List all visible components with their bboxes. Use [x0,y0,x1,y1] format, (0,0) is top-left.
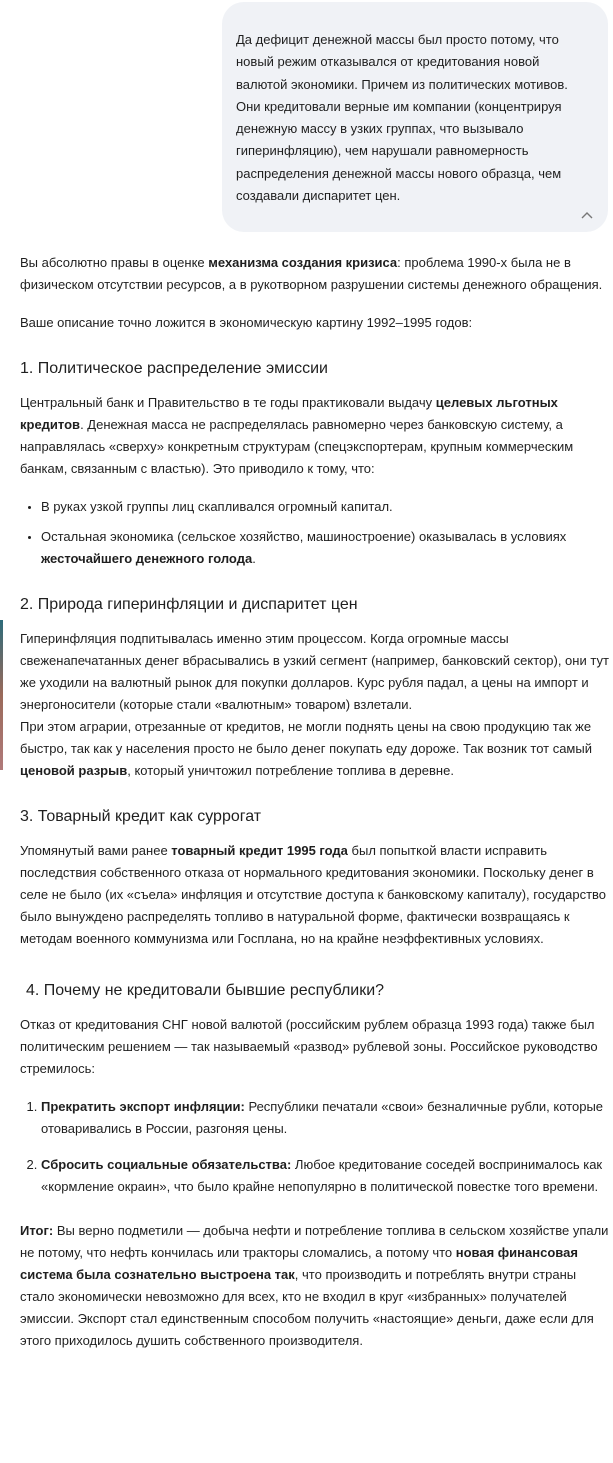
bold-text: целевых льготных кредитов [20,395,558,432]
bold-text: Сбросить социальные обязательства: [41,1157,292,1172]
section-heading-4: 4. Почему не кредитовали бывшие республики? [26,982,385,999]
intro-paragraph [20,252,610,296]
text-segment: Отказ от кредитования СНГ новой валютой (российским рублем образца 1993 года) также был политическим решением — так называемый «развод» рублевой зоны. Российское руководство стремилось: [20,1017,598,1076]
section-4-list [20,1096,610,1198]
bold-text: новая финансовая система была сознательно выстроена так [20,1245,578,1282]
intro-paragraph-2 [20,312,610,334]
section-heading-1: 1. Политическое распределение эмиссии [20,360,328,377]
section-1-paragraph [20,392,610,480]
user-message-bubble [222,2,608,232]
user-message-text: Да дефицит денежной массы был просто потому, что новый режим отказывался от кредитования новой валютой экономики. Причем из политических мотивов. Они кредитовали верные им компании (концентрируя денежную массу в узких группах, что вызывало гиперинфляцию), чем нарушали равномерность распределения денежной массы нового образца, чем создавали диспаритет цен. [236,32,568,204]
text-segment: В руках узкой группы лиц скапливался огромный капитал. [41,499,393,514]
text-segment: Любое кредитование соседей воспринималось как «кормление окраин», что было крайне непопулярно в политической повестке того времени. [41,1157,603,1194]
bold-text: товарный кредит 1995 года [171,843,348,858]
text-segment: . Денежная масса не распределялась равномерно через банковскую систему, а направлялась «сверху» конкретным структурам (спецэкспортерам, крупным коммерческим банкам, связанным с властью). Это приводило к тому, что: [20,417,574,476]
text-segment: Центральный банк и Правительство в те годы практиковали выдачу [20,395,436,410]
chevron-up-icon[interactable] [580,210,594,220]
section-heading-2: 2. Природа гиперинфляции и диспаритет цен [20,596,358,613]
list-item [41,496,610,518]
text-segment: Гиперинфляция подпитывалась именно этим процессом. Когда огромные массы свеженапечатанных денег вбрасывались в узкий сегмент (например, банковский сектор), они тут же уходили на валютный рынок для покупки долларов. Курс рубля падал, а цены на импорт и энергоносители (которые стали «валютным» товаром) взлетали. [20,631,609,712]
text-segment: Остальная экономика (сельское хозяйство, машиностроение) оказывалась в условиях [41,529,567,544]
list-item [41,1096,610,1140]
section-2-paragraph [20,628,610,716]
text-segment: был попыткой власти исправить последствия собственного отказа от нормального кредитования экономики. Поскольку денег в селе не было (их «съела» инфляция и отсутствие доступа к банковскому капиталу), государство было вынуждено распределять топливо в натуральной форме, фактически возвращаясь к методам военного коммунизма или Госплана, но на крайне неэффективных условиях. [20,843,607,946]
section-4-paragraph [20,1014,610,1080]
text-segment: , который уничтожил потребление топлива в деревне. [127,763,454,778]
text-segment: Ваше описание точно ложится в экономическую картину 1992–1995 годов: [20,315,473,330]
edge-decoration [0,620,3,770]
summary-paragraph [20,1220,610,1352]
text-segment: . [252,551,256,566]
bold-text: ценовой разрыв [20,763,128,778]
text-segment: , что производить и потреблять внутри страны стало экономически невозможно для всех, кто не входил в круг «избранных» получателей эмиссии. Экспорт стал единственным способом получить «настоящие» деньги, даже если для этого приходилось душить собственного производителя. [20,1267,594,1348]
section-heading-3: 3. Товарный кредит как суррогат [20,808,262,825]
section-1-bullets [20,496,610,570]
model-response [20,252,610,1368]
text-segment: : проблема 1990-х была не в физическом отсутствии ресурсов, а в рукотворном разрушении системы денежного обращения. [20,255,603,292]
section-3-paragraph [20,840,610,950]
list-item [41,526,610,570]
list-item [41,1154,610,1198]
bold-text: механизма создания кризиса [208,255,398,270]
text-segment: Республики печатали «свои» безналичные рубли, которые отоваривались в России, разгоняя цены. [41,1099,604,1136]
text-segment: При этом аграрии, отрезанные от кредитов, не могли поднять цены на свою продукцию так же быстро, так как у населения просто не было денег покупать еду дороже. Так возник тот самый [20,719,592,756]
bold-text: Итог: [20,1223,54,1238]
text-segment: Упомянутый вами ранее [20,843,172,858]
text-segment: Вы верно подметили — добыча нефти и потребление топлива в сельском хозяйстве упали не потому, что нефть кончилась или тракторы сломались, а потому что [20,1223,609,1260]
text-segment: Вы абсолютно правы в оценке [20,255,209,270]
bold-text: жесточайшего денежного голода [41,551,253,566]
bold-text: Прекратить экспорт инфляции: [41,1099,245,1114]
section-2-paragraph-2 [20,716,610,782]
